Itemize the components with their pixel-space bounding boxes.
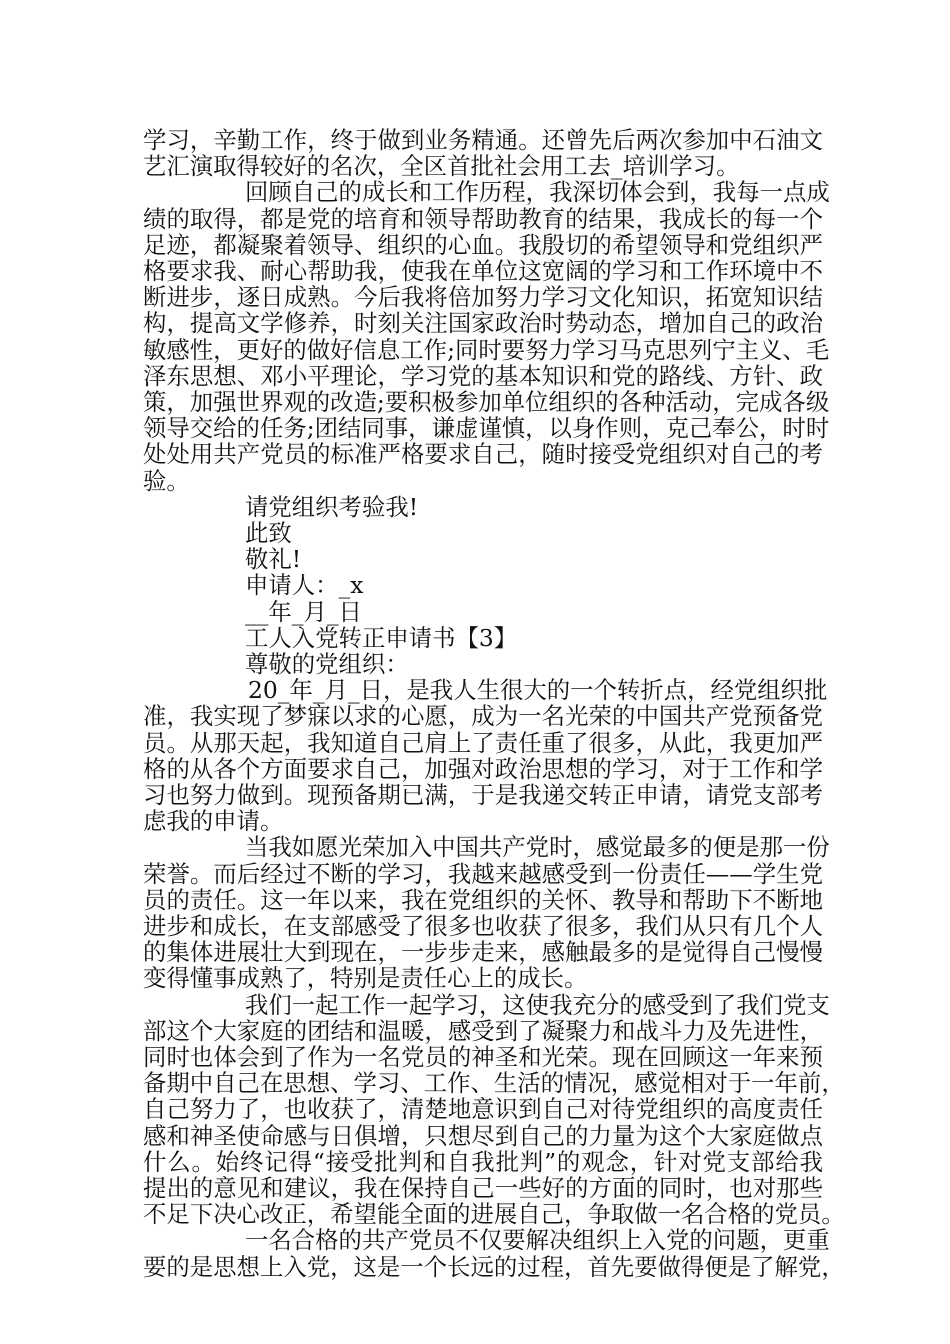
text-line: 绩的取得，都是党的培育和领导帮助教育的结果，我成长的每一个	[143, 204, 823, 233]
text-line: 断进步，逐日成熟。今后我将倍加努力学习文化知识，拓宽知识结	[143, 283, 823, 312]
text-line: 部这个大家庭的团结和温暖，感受到了凝聚力和战斗力及先进性，	[143, 1016, 823, 1045]
text-line: 艺汇演取得较好的名次，全区首批社会用工去_培训学习。	[143, 152, 740, 181]
text-line: 敏感性，更好的做好信息工作;同时要努力学习马克思列宁主义、毛	[143, 335, 830, 364]
text-line: 一名合格的共产党员不仅要解决组织上入党的问题，更重	[245, 1226, 830, 1255]
text-line: 同时也体会到了作为一名党员的神圣和光荣。现在回顾这一年来预	[143, 1043, 823, 1071]
text-line: 员的责任。这一年以来，我在党组织的关怀、教导和帮助下不断地	[143, 885, 823, 914]
text-line: 格的从各个方面要求自己，加强对政治思想的学习，对于工作和学	[143, 754, 823, 783]
text-line: __年_月_日	[245, 597, 362, 626]
text-line: 泽东思想、邓小平理论，学习党的基本知识和党的路线、方针、政	[143, 361, 823, 390]
text-line: 构，提高文学修养，时刻关注国家政治时势动态，增加自己的政治	[143, 309, 823, 338]
text-line: 足迹，都凝聚着领导、组织的心血。我殷切的希望领导和党组织严	[143, 230, 823, 259]
text-line: 敬礼!	[245, 545, 302, 574]
text-line: 变得懂事成熟了，特别是责任心上的成长。	[143, 964, 588, 993]
text-line: 当我如愿光荣加入中国共产党时，感觉最多的便是那一份	[245, 833, 830, 862]
text-line: 感和神圣使命感与日俱增，只想尽到自己的力量为这个大家庭做点	[143, 1121, 823, 1150]
text-line: 我们一起工作一起学习，这使我充分的感受到了我们党支	[245, 990, 830, 1019]
text-line: 虑我的申请。	[143, 807, 284, 836]
text-line: 进步和成长，在支部感受了很多也收获了很多，我们从只有几个人	[143, 912, 823, 940]
text-line: 习也努力做到。现预备期已满，于是我递交转正申请，请党支部考	[143, 781, 823, 809]
text-line: 处处用共产党员的标准严格要求自己，随时接受党组织对自己的考	[143, 440, 823, 469]
text-line: 回顾自己的成长和工作历程，我深切体会到，我每一点成	[245, 178, 830, 207]
text-line: 领导交给的任务;团结同事，谦虚谨慎，以身作则，克己奉公，时时	[143, 414, 830, 443]
text-line: 员。从那天起，我知道自己肩上了责任重了很多，从此，我更加严	[143, 728, 823, 757]
text-line: 要的是思想上入党，这是一个长远的过程，首先要做得便是了解党，	[143, 1252, 845, 1281]
text-line: 的集体进展壮大到现在，一步步走来，感触最多的是觉得自己慢慢	[143, 938, 823, 967]
text-line: 格要求我、耐心帮助我，使我在单位这宽阔的学习和工作环境中不	[143, 257, 823, 285]
text-line: 自己努力了，也收获了，清楚地意识到自己对待党组织的高度责任	[143, 1095, 823, 1124]
text-line: 此致	[245, 519, 292, 547]
text-line: 什么。始终记得“接受批判和自我批判”的观念，针对党支部给我	[143, 1147, 823, 1176]
text-line: 工人入党转正申请书【3】	[245, 623, 518, 652]
text-line: 申请人：_x	[245, 571, 364, 600]
text-line: 学习，辛勤工作，终于做到业务精通。还曾先后两次参加中石油文	[143, 126, 823, 154]
text-line: 不足下决心改正，希望能全面的进展自己，争取做一名合格的党员。	[143, 1200, 845, 1229]
text-line: 尊敬的党组织：	[245, 650, 409, 678]
text-line: 请党组织考验我!	[245, 492, 419, 521]
text-line: 荣誉。而后经过不断的学习，我越来越感受到一份责任——学生党	[143, 859, 823, 888]
text-line: 备期中自己在思想、学习、工作、生活的情况，感觉相对于一年前，	[143, 1069, 845, 1098]
text-line: 策，加强世界观的改造;要积极参加单位组织的各种活动，完成各级	[143, 388, 830, 416]
text-line: 验。	[143, 466, 190, 495]
text-line: 准，我实现了梦寐以求的心愿，成为一名光荣的中国共产党预备党	[143, 702, 823, 731]
text-line: 提出的意见和建议，我在保持自己一些好的方面的同时，也对那些	[143, 1174, 823, 1202]
text-line: 20_年_月_日，是我人生很大的一个转折点，经党组织批	[248, 676, 828, 705]
